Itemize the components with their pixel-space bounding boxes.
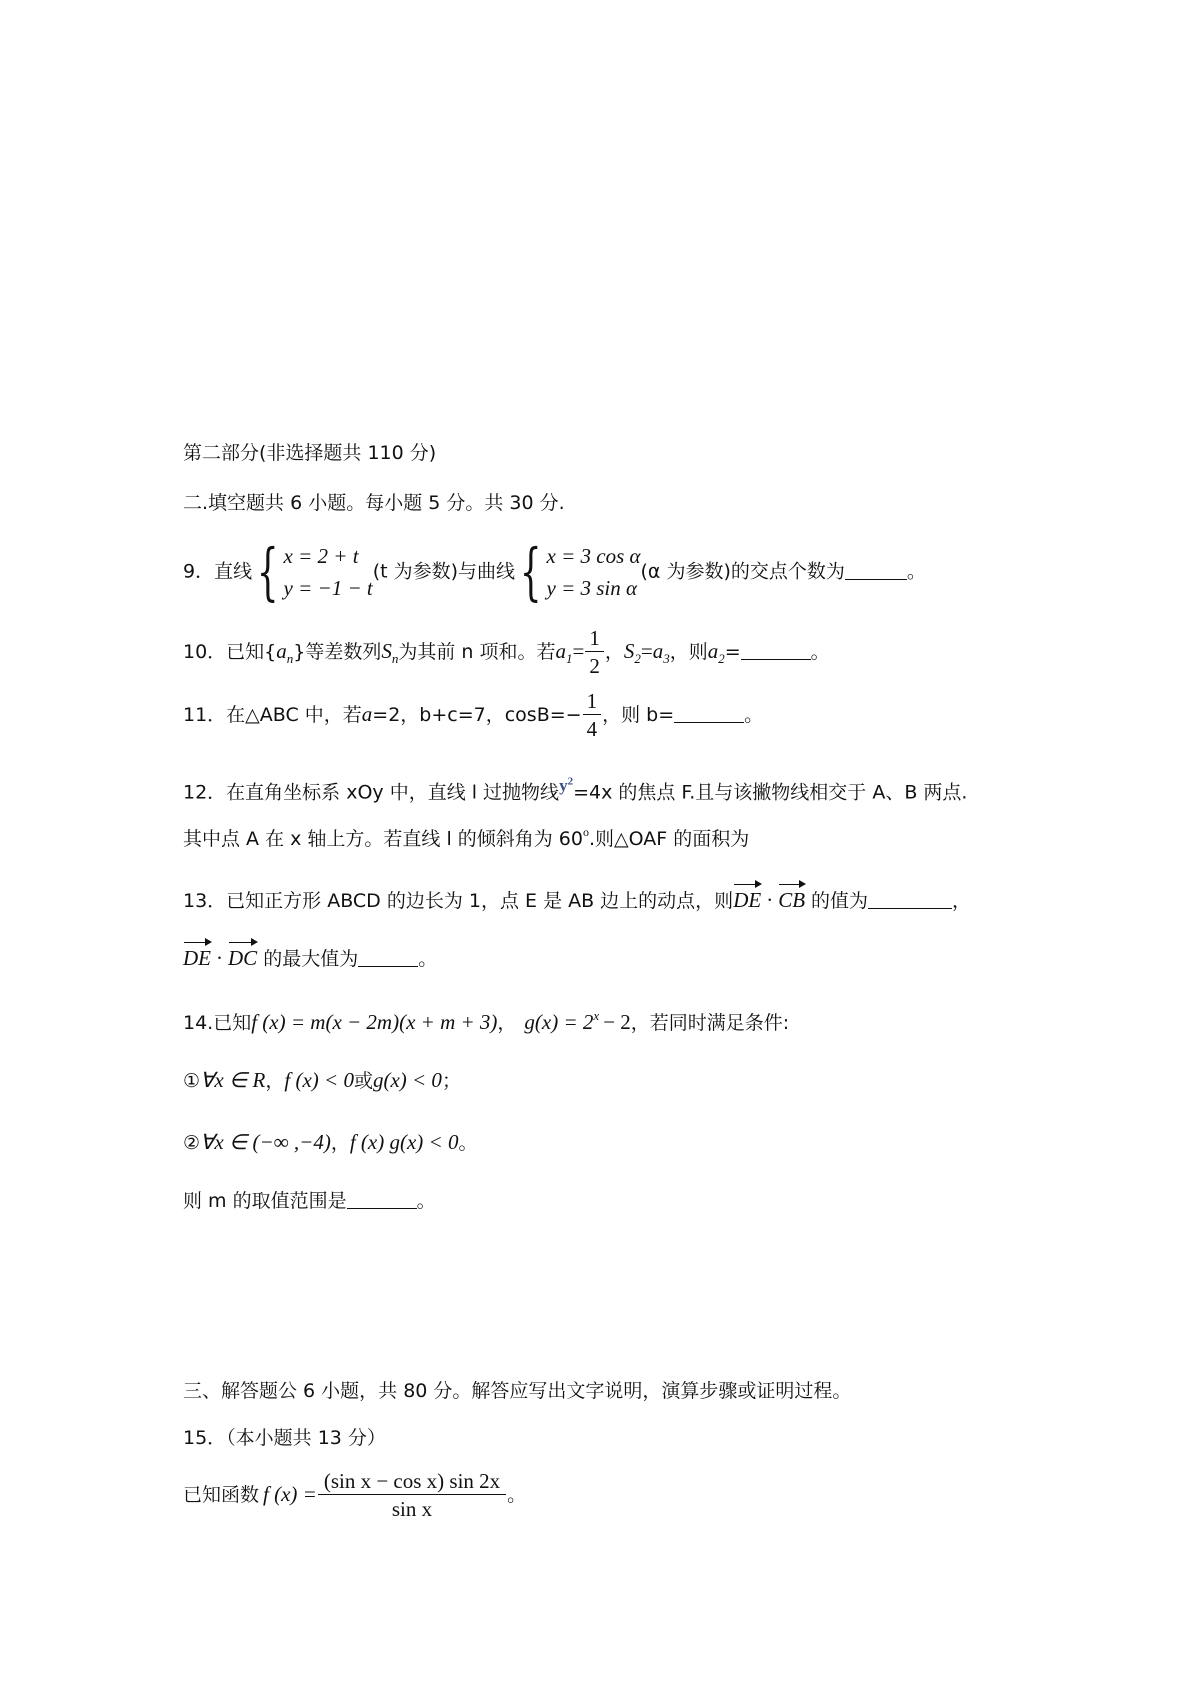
q10-answer-blank[interactable] <box>741 641 811 660</box>
q10-text1: 10．已知{ <box>183 641 277 663</box>
q13-dot-2: · <box>216 946 223 970</box>
question-10 <box>183 625 830 680</box>
q14-condition-1 <box>183 1068 461 1093</box>
q10-fraction <box>587 625 602 680</box>
q13-dot: · <box>766 888 774 912</box>
q10-S-sub-n: n <box>391 651 399 666</box>
q9-line-brace: { <box>256 535 279 608</box>
q12-line2b: .则△OAF 的面积为 <box>588 828 750 850</box>
q9-answer-blank[interactable] <box>845 561 907 580</box>
q13-text1: 13．已知正方形 ABCD 的边长为 1，点 E 是 AB 边上的动点，则 <box>183 890 734 912</box>
q13-vector-DE-2: DE <box>183 940 211 971</box>
q11-frac-den: 4 <box>583 714 602 743</box>
section2-heading: 二.填空题共 6 小题。每小题 5 分。共 30 分. <box>183 492 565 514</box>
q14-text2: ，若同时满足条件: <box>630 1012 790 1034</box>
question-11 <box>183 688 763 743</box>
q10-frac-num: 1 <box>589 626 600 650</box>
q14-c1f: ； <box>441 1070 461 1092</box>
question-12-line2 <box>183 825 749 851</box>
q9-label: 9．直线 <box>183 560 253 583</box>
q10-eq2: = <box>640 639 653 663</box>
q14-c2b: ， <box>330 1132 350 1154</box>
q10-eq: = <box>572 639 585 663</box>
q10-S2: S <box>623 639 635 663</box>
q15-f: f (x) = <box>263 1482 317 1506</box>
q9-end: 。 <box>906 560 926 583</box>
q9-line-y: y = −1 − t <box>283 576 373 600</box>
q9-curve-brace: { <box>519 535 542 608</box>
q14-c2-mark: ② <box>183 1132 201 1154</box>
q10-text4: ，则 <box>669 641 708 663</box>
q14-c1-mark: ① <box>183 1070 201 1092</box>
q13-text2: 的值为 <box>811 890 869 912</box>
q14-text1: 14.已知 <box>183 1012 252 1034</box>
q14-c2c: f (x) g(x) < 0 <box>349 1130 459 1154</box>
q10-a3: a <box>652 639 664 663</box>
q13-vector-DC: DC <box>228 940 257 971</box>
q14-ask <box>183 1190 436 1213</box>
question-13-line1 <box>183 882 971 913</box>
q9-curve-y: y = 3 sin α <box>546 576 638 600</box>
q10-sub-2: 2 <box>634 651 641 666</box>
q11-text1: 11．在△ABC 中，若 <box>183 704 362 726</box>
q9-param-alpha: (α 为参数)的交点个数为 <box>640 560 845 583</box>
q14-answer-blank[interactable] <box>347 1190 417 1209</box>
q14-c1b: ， <box>265 1070 285 1092</box>
q15-label: 15．（本小题共 13 分） <box>183 1427 386 1449</box>
q14-f: f (x) = m(x − 2m)(x + m + 3) <box>251 1010 498 1034</box>
question-9 <box>183 535 926 608</box>
q12-exp: 2 <box>567 775 574 787</box>
q10-a: a <box>276 639 287 663</box>
q11-answer-blank[interactable] <box>674 704 744 723</box>
q9-param-t: (t 为参数)与曲线 <box>372 560 516 583</box>
q14-condition-2 <box>183 1130 477 1155</box>
q14-c1e: g(x) < 0 <box>372 1068 442 1092</box>
q9-curve-x: x = 3 cos α <box>546 544 641 568</box>
q15-frac-den: sin x <box>318 1494 506 1523</box>
q10-text2: }等差数列 <box>293 641 382 663</box>
q10-sub-n: n <box>286 651 294 666</box>
q10-S: S <box>381 639 392 663</box>
q13-answer-blank-2[interactable] <box>358 948 418 967</box>
q13-end: 。 <box>418 948 438 970</box>
q10-sub-1: 1 <box>565 651 573 666</box>
q12-line2a: 其中点 A 在 x 轴上方。若直线 l 的倾斜角为 60 <box>183 828 583 850</box>
q14-ask-text: 则 m 的取值范围是 <box>183 1190 347 1212</box>
q15-text1: 已知函数 <box>183 1484 260 1506</box>
q11-a: a <box>361 702 373 726</box>
q10-a1: a <box>555 639 566 663</box>
q14-c1: ∀x ∈ R <box>200 1068 266 1092</box>
q11-end: 。 <box>744 704 764 726</box>
q10-end: 。 <box>810 641 830 663</box>
q14-c2: ∀x ∈ (−∞ ,−4) <box>200 1130 331 1154</box>
q14-g: g(x) = 2 <box>524 1010 594 1034</box>
q15-fraction <box>320 1468 504 1523</box>
q9-line-system <box>284 540 373 604</box>
q9-curve-system <box>547 540 641 604</box>
q14-g-tail: − 2 <box>603 1010 631 1034</box>
q14-c1d: 或 <box>353 1070 373 1092</box>
question-12-line1 <box>183 775 967 804</box>
q12-text1: 12．在直角坐标系 xOy 中，直线 l 过抛物线 <box>183 781 560 804</box>
question-14 <box>183 1008 789 1035</box>
q12-degree: o <box>582 825 589 839</box>
q10-comma: ， <box>604 641 624 663</box>
q12-y-squared <box>559 776 573 795</box>
q10-sub-3: 3 <box>663 651 670 666</box>
q10-text5: = <box>724 641 741 663</box>
q9-line-x: x = 2 + t <box>283 544 359 568</box>
q14-g-exp: x <box>593 1008 600 1023</box>
q11-text3: ，则 b= <box>602 704 675 726</box>
q12-text2: =4x 的焦点 F.且与该撇物线相交于 A、B 两点. <box>573 781 968 804</box>
q13-vector-CB: CB <box>778 882 805 913</box>
q11-text2: =2，b+c=7，cosB=− <box>372 704 582 726</box>
part2-heading: 第二部分(非选择题共 110 分) <box>183 442 437 464</box>
q14-c1c: f (x) < 0 <box>284 1068 354 1092</box>
q13-text3: 的最大值为 <box>263 948 359 970</box>
question-13-line2 <box>183 940 437 971</box>
q12-y: y <box>559 775 568 795</box>
q13-answer-blank-1[interactable] <box>868 890 952 909</box>
q11-frac-num: 1 <box>586 689 598 713</box>
question-15 <box>183 1468 526 1523</box>
q10-a2: a <box>707 639 719 663</box>
q10-sub-2b: 2 <box>718 651 725 666</box>
q10-text3: 为其前 n 项和。若 <box>398 641 556 663</box>
q13-vector-DE: DE <box>733 882 761 913</box>
q15-frac-num: (sin x − cos x) sin 2x <box>323 1469 501 1493</box>
q14-end: 。 <box>416 1190 436 1212</box>
q10-frac-den: 2 <box>585 651 604 680</box>
q11-fraction <box>585 688 600 743</box>
section3-heading: 三、解答题公 6 小题，共 80 分。解答应写出文字说明，演算步骤或证明过程。 <box>183 1380 852 1402</box>
q14-c2d: 。 <box>458 1132 478 1154</box>
q13-comma: ， <box>952 890 972 912</box>
q15-end: 。 <box>507 1484 527 1506</box>
q14-comma: ， <box>497 1012 517 1034</box>
